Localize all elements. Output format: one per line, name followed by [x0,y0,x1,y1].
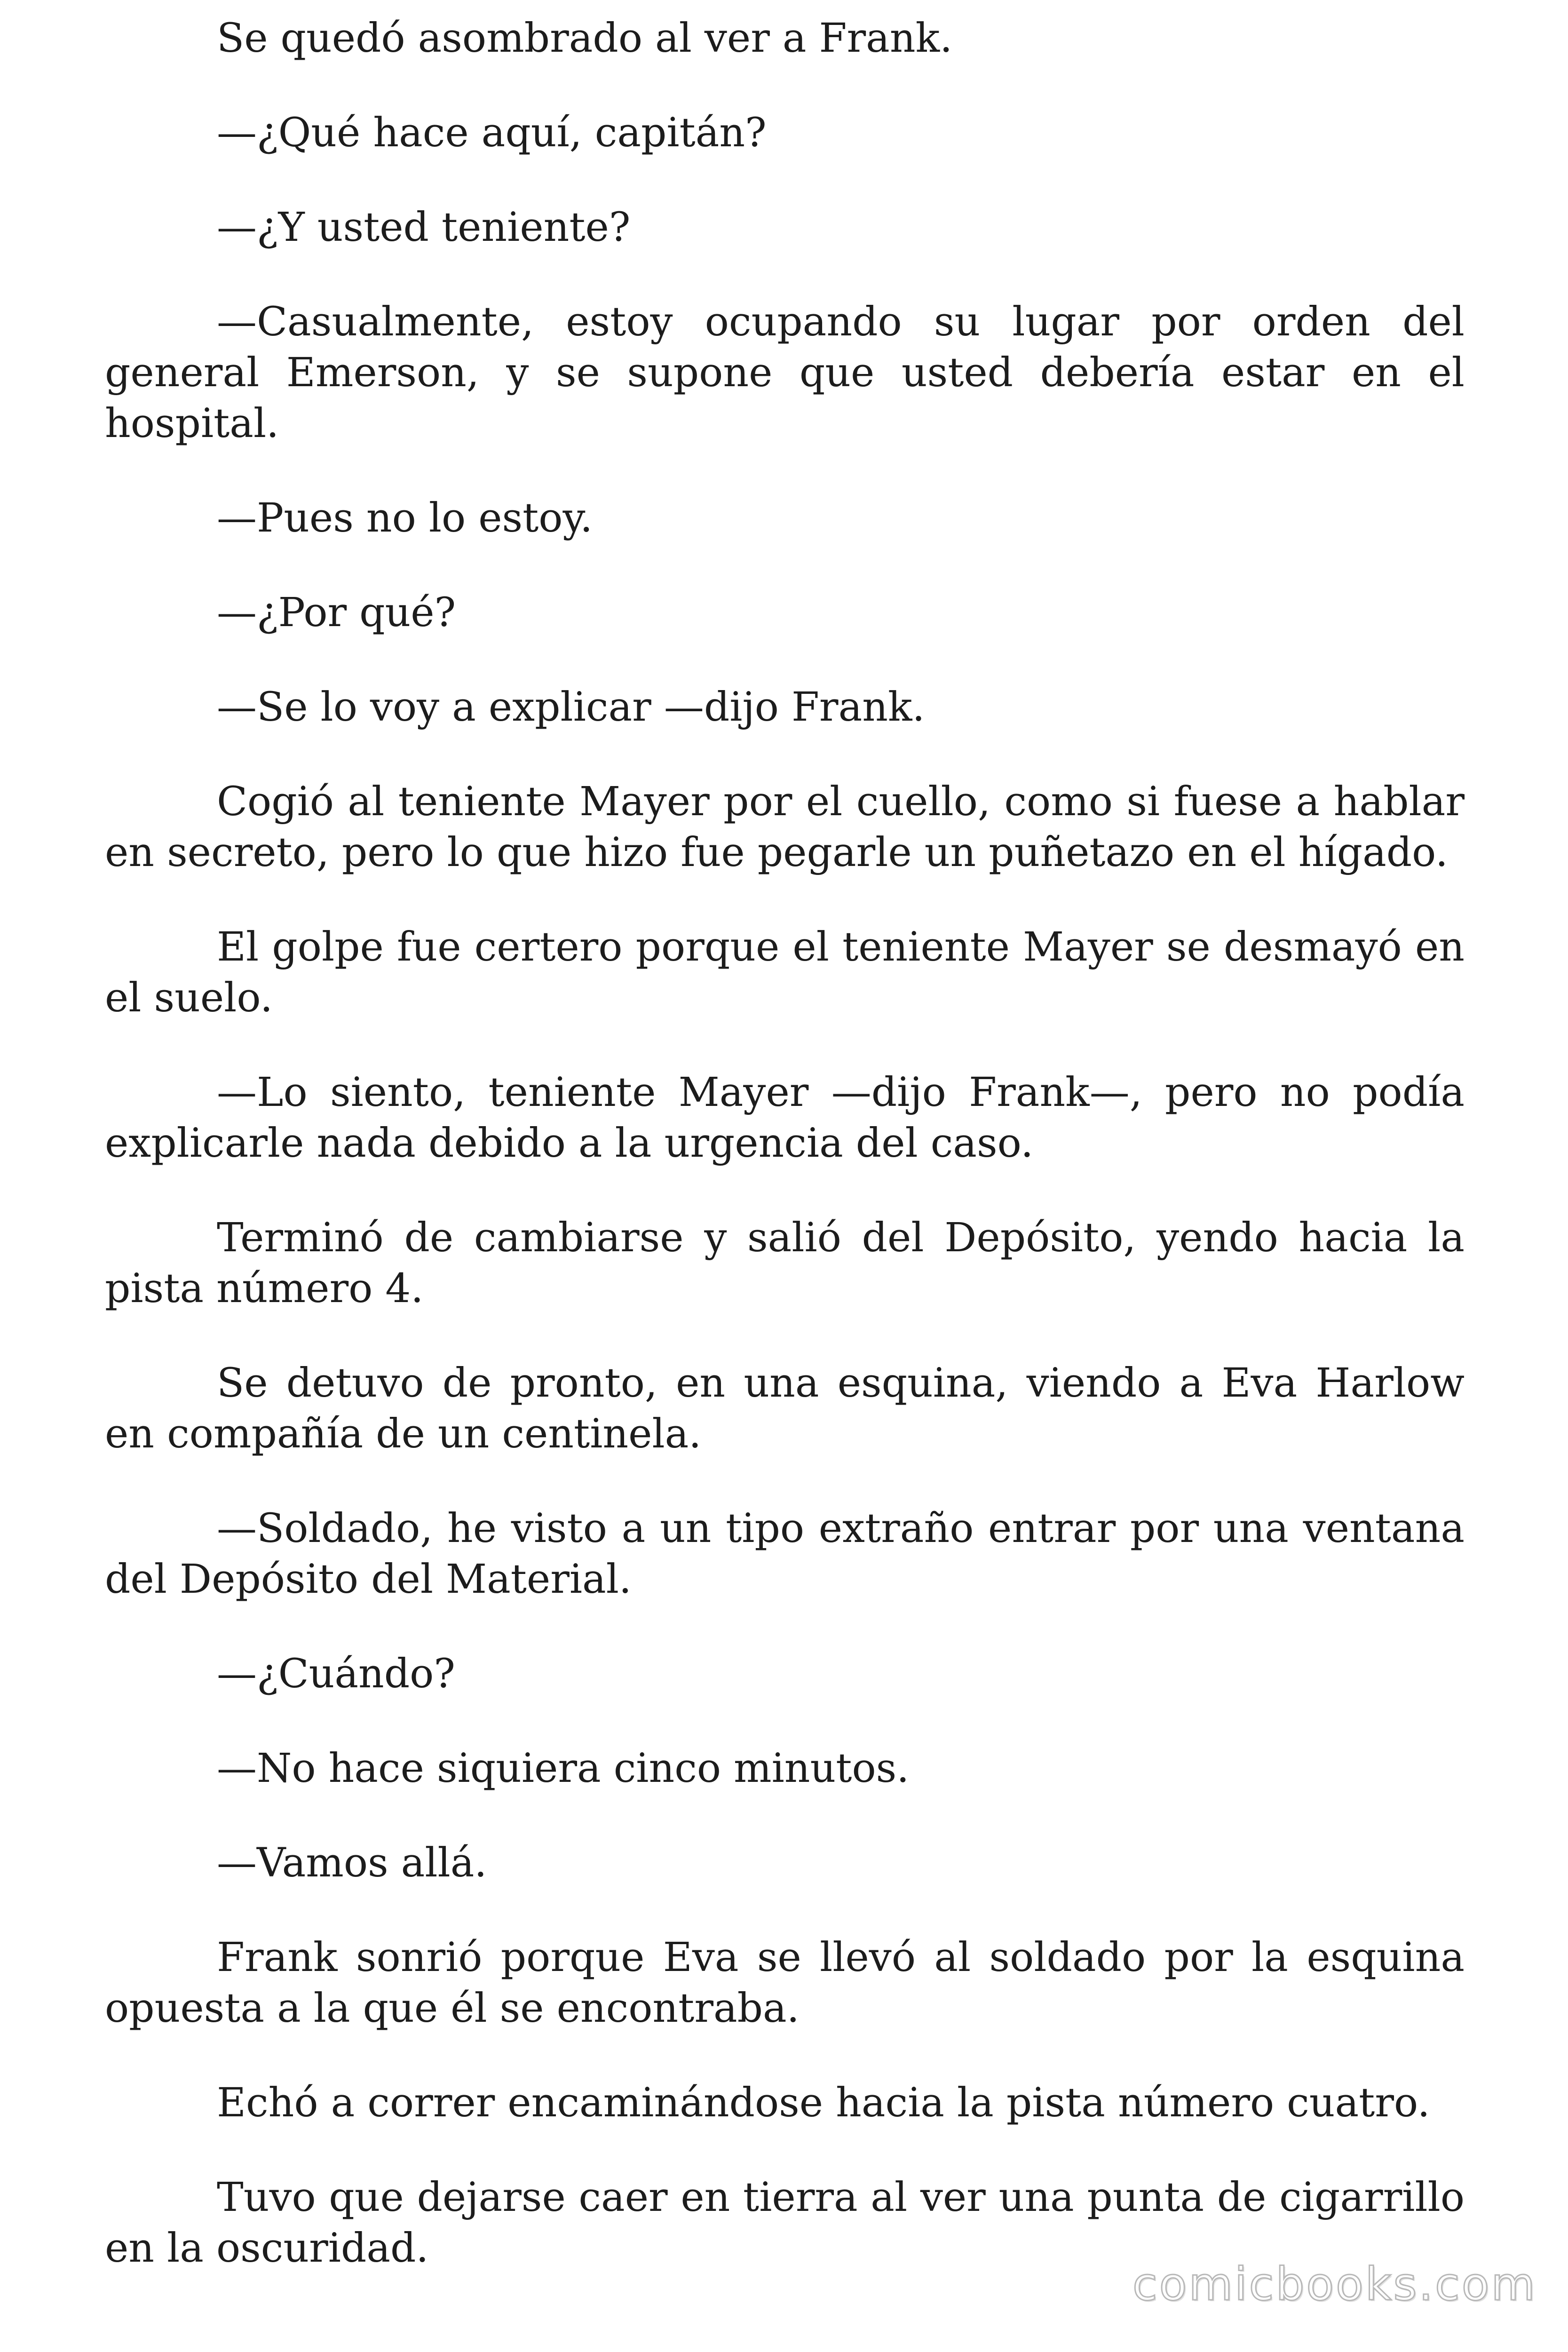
paragraph: Terminó de cambiarse y salió del Depósito, yendo hacia la pista número 4. [105,1215,1465,1312]
paragraph: Cogió al teniente Mayer por el cuello, como si fuese a hablar en secreto, pero lo que hizo fue pegarle un puñetazo en el hígado. [105,779,1465,876]
paragraph: Frank sonrió porque Eva se llevó al soldado por la esquina opuesta a la que él se encontraba. [105,1934,1465,2032]
paragraph: —Vamos allá. [217,1840,487,1886]
paragraph: —Casualmente, estoy ocupando su lugar por orden del general Emerson, y se supone que usted debería estar en el hospital. [105,299,1465,447]
paragraph: —¿Y usted teniente? [217,204,631,251]
paragraph: —Pues no lo estoy. [217,495,593,541]
watermark: comicbooks.com [1132,2258,1537,2311]
page-text [105,13,1465,2274]
paragraph: —Lo siento, teniente Mayer —dijo Frank—, pero no podía explicarle nada debido a la urgencia del caso. [105,1069,1465,1167]
paragraph: —¿Por qué? [217,589,456,636]
paragraph: Se detuvo de pronto, en una esquina, viendo a Eva Harlow en compañía de un centinela. [105,1360,1465,1457]
paragraph: El golpe fue certero porque el teniente Mayer se desmayó en el suelo. [105,924,1465,1021]
paragraph: Se quedó asombrado al ver a Frank. [217,15,953,62]
paragraph: —¿Qué hace aquí, capitán? [217,110,767,156]
paragraph: Echó a correr encaminándose hacia la pista número cuatro. [217,2080,1430,2126]
paragraph: —No hace siquiera cinco minutos. [217,1745,910,1792]
paragraph: —Soldado, he visto a un tipo extraño entrar por una ventana del Depósito del Material. [105,1505,1465,1603]
paragraph: Tuvo que dejarse caer en tierra al ver una punta de cigarrillo en la oscuridad. [105,2174,1465,2272]
paragraph: —Se lo voy a explicar —dijo Frank. [217,684,925,731]
paragraph: —¿Cuándo? [217,1651,455,1697]
